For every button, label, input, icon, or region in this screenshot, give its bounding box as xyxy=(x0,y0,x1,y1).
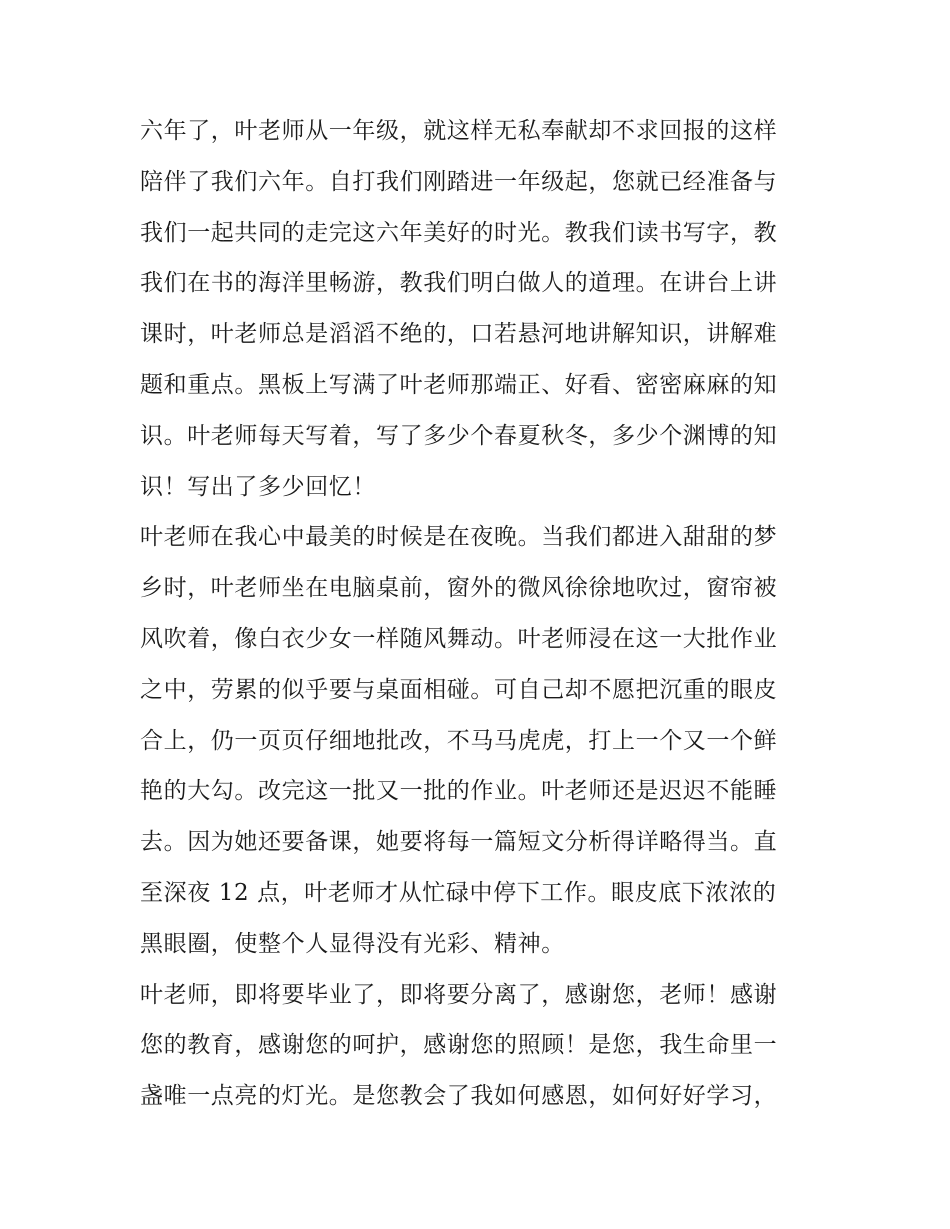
text-line: 识！写出了多少回忆！ xyxy=(140,473,376,500)
document-body xyxy=(140,106,815,1122)
text-line: 至深夜 12 点，叶老师才从忙碌中停下工作。眼皮底下浓浓的 xyxy=(140,879,777,906)
text-line: 合上，仍一页页仔细地批改，不马马虎虎，打上一个又一个鲜 xyxy=(140,727,778,754)
text-line: 识。叶老师每天写着，写了多少个春夏秋冬，多少个渊博的知 xyxy=(140,422,778,449)
text-line: 题和重点。黑板上写满了叶老师那端正、好看、密密麻麻的知 xyxy=(140,371,778,398)
paragraph-3 xyxy=(140,970,815,1122)
paragraph-2 xyxy=(140,512,815,969)
text-line: 去。因为她还要备课，她要将每一篇短文分析得详略得当。直 xyxy=(140,829,778,856)
text-line: 六年了，叶老师从一年级，就这样无私奉献却不求回报的这样 xyxy=(140,118,778,144)
paragraph-1 xyxy=(140,106,815,512)
text-line: 叶老师，即将要毕业了，即将要分离了，感谢您，老师！感谢 xyxy=(140,981,778,1008)
text-line: 盏唯一点亮的灯光。是您教会了我如何感恩，如何好好学习， xyxy=(140,1083,778,1110)
text-line: 艳的大勾。改完这一批又一批的作业。叶老师还是迟迟不能睡 xyxy=(140,778,778,805)
text-line: 乡时，叶老师坐在电脑桌前，窗外的微风徐徐地吹过，窗帘被 xyxy=(140,575,778,602)
text-line: 风吹着，像白衣少女一样随风舞动。叶老师浸在这一大批作业 xyxy=(140,625,778,652)
text-line: 叶老师在我心中最美的时候是在夜晚。当我们都进入甜甜的梦 xyxy=(140,524,778,551)
text-line: 您的教育，感谢您的呵护，感谢您的照顾！是您，我生命里一 xyxy=(140,1032,778,1059)
text-line: 课时，叶老师总是滔滔不绝的，口若悬河地讲解知识，讲解难 xyxy=(140,321,778,348)
text-line: 之中，劳累的似乎要与桌面相碰。可自己却不愿把沉重的眼皮 xyxy=(140,676,778,703)
text-line: 黑眼圈，使整个人显得没有光彩、精神。 xyxy=(140,930,565,957)
text-line: 陪伴了我们六年。自打我们刚踏进一年级起，您就已经准备与 xyxy=(140,168,778,195)
text-line: 我们一起共同的走完这六年美好的时光。教我们读书写字，教 xyxy=(140,219,778,246)
text-line: 我们在书的海洋里畅游，教我们明白做人的道理。在讲台上讲 xyxy=(140,270,778,297)
